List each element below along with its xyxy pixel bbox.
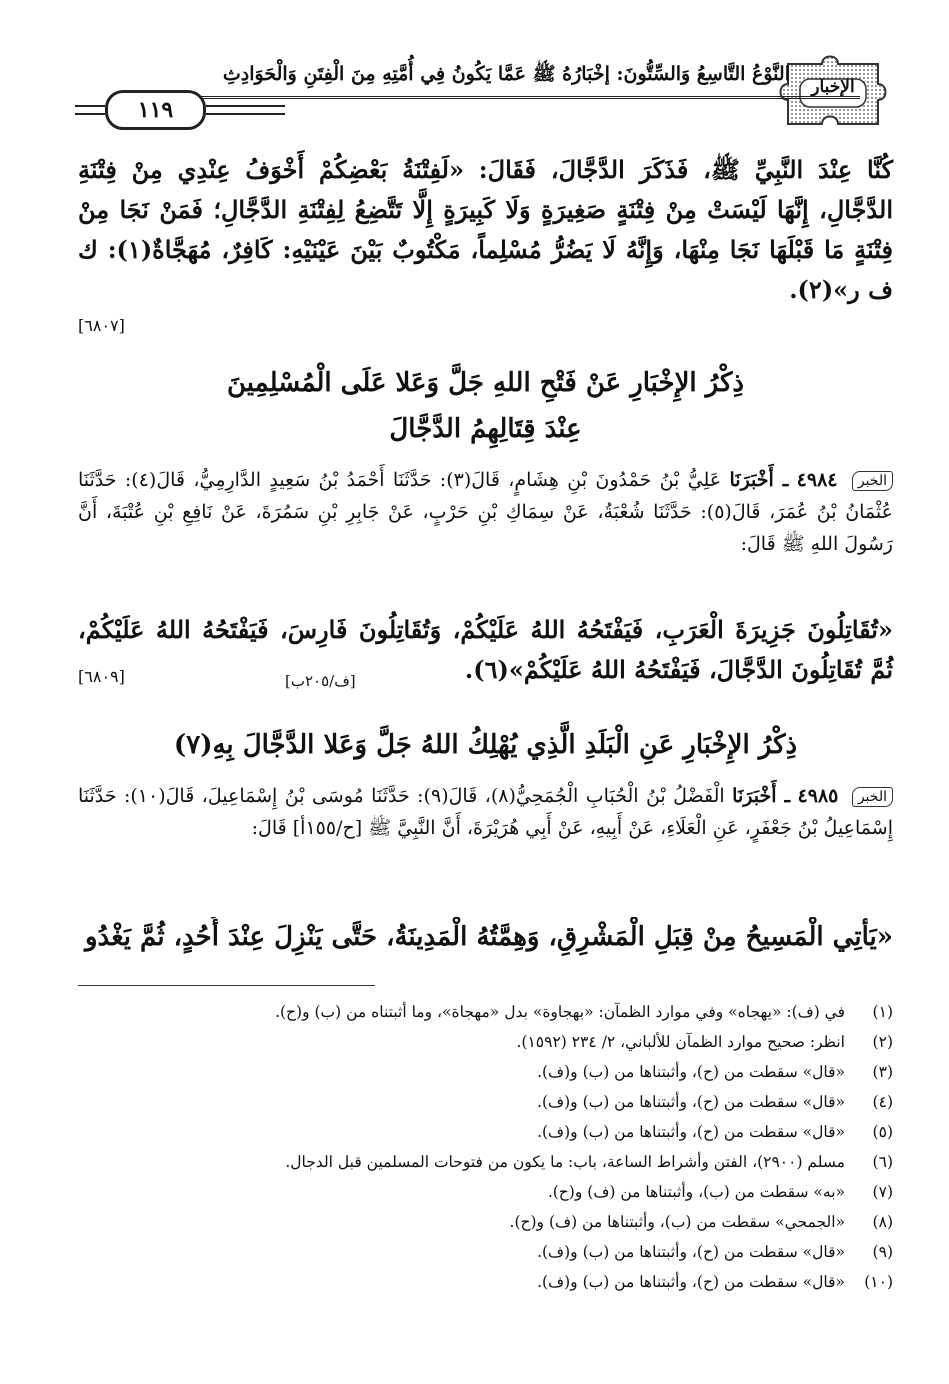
khabar-tag-icon: الخبر (852, 787, 893, 807)
akhbarana-label: ـ أَخْبَرَنَا (732, 785, 791, 807)
hadith-number: ٤٩٨٤ (796, 469, 838, 491)
manuscript-ref: [ف/٢٠٥ب] (285, 672, 356, 690)
section-heading-2-line1: ذِكْرُ الإِخْبَارِ عَنِ الْبَلَدِ الَّذِي يُهْلِكُ اللهُ جَلَّ وَعَلا الدَّجَّالَ بِهِ(٧) (173, 730, 798, 760)
footnote: (١) في (ف): «يهجاه» وفي موارد الظمآن: «بهجاوة» بدل «مهجاة»، وما أثبتناه من (ب) و(ح). (275, 1003, 893, 1021)
hadith-4985-matn: «يَأْتِي الْمَسِيحُ مِنْ قِبَلِ الْمَشْرِقِ، وَهِمَّتُهُ الْمَدِينَةُ، حَتَّى يَنْزِلَ عِنْدَ أُحُدٍ، ثُمَّ يَغْدُو (85, 922, 893, 952)
isnad-text: عَلِيُّ بْنُ حَمْدُونَ بْنِ هِشَامٍ، قَالَ(٣): حَدَّثَنَا أَحْمَدُ بْنُ سَعِيدٍ الدَّارِمِيُّ، قَالَ(٤): حَدَّثَنَا عُثْمَانُ بْنُ عُمَرَ، قَالَ(٥): حَدَّثَنَا شُعْبَةُ، عَنْ سِمَاكِ بْنِ حَرْبٍ، عَنْ جَابِرِ بْنِ سَمُرَةَ، عَنْ نَافِعِ بْنِ عُتْبَةَ، أَنَّ رَسُولَ اللهِ ﷺ قَالَ: (78, 469, 893, 555)
hadith-4984-isnad (78, 464, 893, 560)
footnote-separator (78, 985, 375, 986)
header-rule (195, 96, 860, 102)
section-heading-1 (78, 360, 893, 452)
page-number-frame (75, 90, 285, 130)
khabar-tag-icon: الخبر (852, 471, 893, 491)
footnote: (٤) «قال» سقطت من (ح)، وأثبتناها من (ب) و(ف). (537, 1093, 893, 1111)
footnote: (٢) انظر: صحيح موارد الظمآن للألباني، ٢/ ٢٣٤ (١٥٩٢). (516, 1033, 893, 1051)
badge-label: الإخبار (811, 77, 855, 97)
hadith-ref-6809: [٦٨٠٩] (78, 667, 125, 686)
hadith-number: ٤٩٨٥ (797, 785, 839, 807)
footnote: (٨) «الجمحي» سقطت من (ب)، وأثبتناها من (ف) و(ح). (509, 1213, 893, 1231)
footnote: (١٠) «قال» سقطت من (ح)، وأثبتناها من (ب) و(ف). (537, 1273, 893, 1291)
footnote: (٩) «قال» سقطت من (ح)، وأثبتناها من (ب) و(ف). (537, 1243, 893, 1261)
footnote: (٦) مسلم (٢٩٠٠)، الفتن وأشراط الساعة، باب: ما يكون من فتوحات المسلمين قبل الدجال. (285, 1153, 893, 1171)
page-number-rule-left (75, 105, 105, 115)
section-heading-1-line1: ذِكْرُ الإِخْبَارِ عَنْ فَتْحِ اللهِ جَلَّ وَعَلا عَلَى الْمُسْلِمِينَ (226, 368, 744, 398)
hadith-4984-matn (78, 610, 893, 690)
section-heading-1-line2: عِنْدَ قِتَالِهِمُ الدَّجَّالَ (389, 414, 582, 444)
hadith-ref-6807: [٦٨٠٧] (78, 316, 125, 335)
hadith-continuation: كُنَّا عِنْدَ النَّبِيِّ ﷺ، فَذَكَرَ الدَّجَّالَ، فَقَالَ: «لَفِتْنَةُ بَعْضِكُمْ أَخْوَفُ عِنْدِي مِنْ فِتْنَةِ الدَّجَّالِ، إِنَّهَا لَيْسَتْ مِنْ فِتْنَةٍ صَغِيرَةٍ وَلَا كَبِيرَةٍ إِلَّا تَتَّضِعُ لِفِتْنَةِ الدَّجَّالِ؛ فَمَنْ نَجَا مِنْ فِتْنَةٍ مَا قَبْلَهَا نَجَا مِنْهَا، وَإِنَّهُ لَا يَضُرُّ مُسْلِماً، مَكْتُوبٌ بَيْنَ عَيْنَيْهِ: كَافِرٌ، مُهَجَّاةٌ(١): ك ف ر»(٢). (78, 155, 894, 304)
footnotes (78, 997, 893, 1297)
footnote: (٣) «قال» سقطت من (ح)، وأثبتناها من (ب) و(ف). (537, 1063, 893, 1081)
hadith-4985-isnad (78, 780, 893, 844)
page-number: ١١٩ (105, 90, 206, 130)
akhbarana-label: ـ أَخْبَرَنَا (729, 469, 789, 491)
footnote: (٥) «قال» سقطت من (ح)، وأثبتناها من (ب) و(ف). (537, 1123, 893, 1141)
matn-text: «تُقَاتِلُونَ جَزِيرَةَ الْعَرَبِ، فَيَفْتَحُهُ اللهُ عَلَيْكُمْ، وَتُقَاتِلُونَ فَارِسَ، فَيَفْتَحُهُ اللهُ عَلَيْكُمْ، ثُمَّ تُقَاتِلُونَ الدَّجَّالَ، فَيَفْتَحُهُ اللهُ عَلَيْكُمْ»(٦). (78, 615, 893, 684)
page-header (75, 52, 890, 137)
footnote: (٧) «به» سقطت من (ب)، وأثبتناها من (ف) و(ح). (547, 1183, 893, 1201)
isnad-text: الْفَضْلُ بْنُ الْحُبَابِ الْجُمَحِيُّ(٨)، قَالَ(٩): حَدَّثَنَا مُوسَى بْنُ إِسْمَاعِيلَ، قَالَ(١٠): حَدَّثَنَا إِسْمَاعِيلُ بْنُ جَعْفَرٍ، عَنِ الْعَلَاءِ، عَنْ أَبِيهِ، عَنْ أَبِي هُرَيْرَةَ، أَنَّ النَّبِيَّ ﷺ [ح/١٥٥أ] قَالَ: (78, 785, 893, 839)
running-title: النَّوْعُ التَّاسِعُ وَالسِّتُّونَ: إخْبَارُهُ ﷺ عَمَّا يَكُونُ فِي أُمَّتِهِ مِنَ الْفِتَنِ وَالْحَوَادِثِ (222, 63, 790, 85)
section-heading-2 (78, 722, 893, 768)
page-number-rule-right (206, 105, 285, 115)
